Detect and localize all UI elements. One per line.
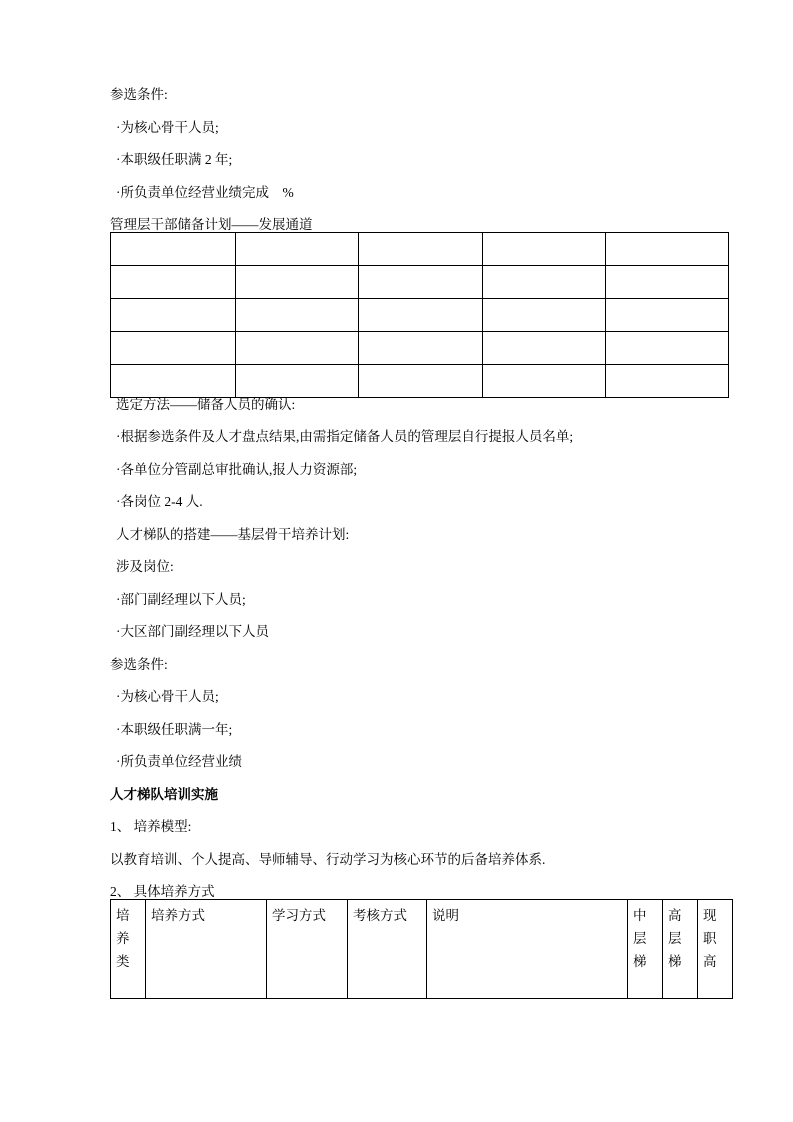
section5-heading: 参选条件: [110, 656, 168, 672]
table-cell [483, 232, 606, 265]
section4-bullet-1: ·部门副经理以下人员; [116, 591, 246, 607]
section6-item-2: 2、 具体培养方式 [110, 884, 215, 899]
section1-bullet-1: ·为核心骨干人员; [116, 119, 219, 135]
table-header-label: 高层梯 [668, 907, 682, 969]
table-cell [111, 364, 236, 397]
table-cell [483, 364, 606, 397]
table-header-cell-6 [663, 899, 698, 998]
table-cell [359, 265, 483, 298]
table-cell [236, 232, 359, 265]
table-header-label: 现职高 [703, 907, 717, 969]
table-header-cell-2: 学习方式 [267, 899, 348, 998]
section3-bullet-2: ·各单位分管副总审批确认,报人力资源部; [116, 461, 358, 477]
table-header-label: 中层梯 [633, 907, 647, 969]
section1-heading: 参选条件: [110, 87, 168, 102]
table-row [111, 232, 729, 265]
section5-bullet-3: ·所负责单位经营业绩 [116, 754, 242, 769]
table-cell [606, 331, 729, 364]
table-row [111, 298, 729, 331]
section1-bullet-3: ·所负责单位经营业绩完成 % [116, 184, 294, 200]
table-header-row [111, 899, 733, 998]
table-header-cell-5 [628, 899, 663, 998]
table-row [111, 265, 729, 298]
table-row [111, 331, 729, 364]
section1-bullet-2: ·本职级任职满 2 年; [116, 152, 233, 167]
section6-item-1-text: 以教育培训、个人提高、导师辅导、行动学习为核心环节的后备培养体系. [110, 851, 546, 867]
table-row [111, 364, 729, 397]
section4-subtitle: 涉及岗位: [116, 559, 174, 574]
section5-bullet-2: ·本职级任职满一年; [116, 721, 233, 737]
section4-title: 人才梯队的搭建——基层骨干培养计划: [116, 526, 350, 542]
table-cell [359, 331, 483, 364]
table-cell [111, 298, 236, 331]
table-cell [606, 265, 729, 298]
section3-bullet-1: ·根据参选条件及人才盘点结果,由需指定储备人员的管理层自行提报人员名单; [116, 429, 574, 444]
table-cell [236, 265, 359, 298]
section3-bullet-3: ·各岗位 2-4 人. [116, 494, 203, 509]
table-cell [359, 298, 483, 331]
section4-bullet-2: ·大区部门副经理以下人员 [116, 624, 269, 639]
training-methods-table [110, 899, 733, 999]
table-cell [111, 232, 236, 265]
table-cell [483, 265, 606, 298]
table-cell [606, 232, 729, 265]
table-cell [236, 331, 359, 364]
section3-title: 选定方法——储备人员的确认: [116, 396, 296, 412]
table-cell [359, 232, 483, 265]
table-cell [359, 364, 483, 397]
table-cell [606, 364, 729, 397]
section6-item-1: 1、 培养模型: [110, 819, 192, 834]
table-cell [111, 331, 236, 364]
table-header-cell-4: 说明 [427, 899, 628, 998]
table-cell [236, 298, 359, 331]
section6-heading: 人才梯队培训实施 [110, 786, 218, 802]
table-header-label: 培养类 [116, 907, 130, 969]
section2-title: 管理层干部储备计划——发展通道 [110, 217, 313, 232]
table-cell [483, 298, 606, 331]
development-channel-table [110, 232, 729, 398]
table-header-cell-0 [111, 899, 146, 998]
table-cell [606, 298, 729, 331]
table-cell [236, 364, 359, 397]
section5-bullet-1: ·为核心骨干人员; [116, 689, 219, 704]
table-header-cell-7 [698, 899, 733, 998]
table-header-cell-3: 考核方式 [348, 899, 427, 998]
table-cell [111, 265, 236, 298]
table-cell [483, 331, 606, 364]
table-header-cell-1: 培养方式 [146, 899, 267, 998]
